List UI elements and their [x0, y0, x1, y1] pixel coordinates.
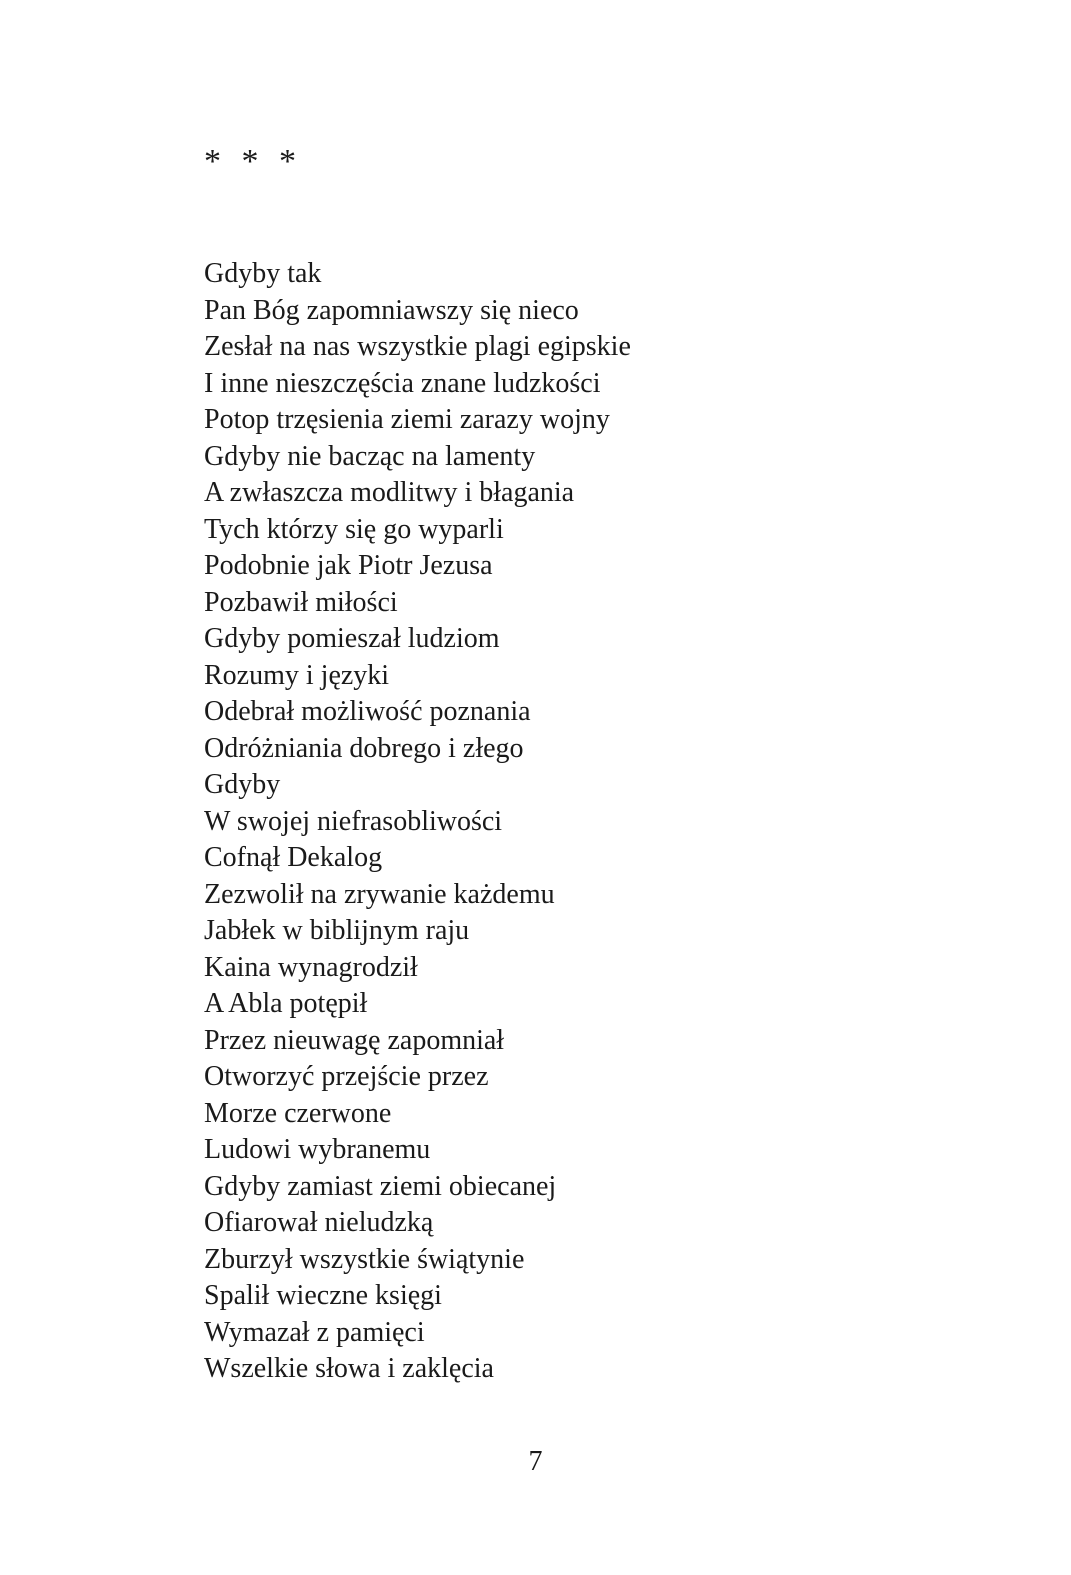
poem-line: Zburzył wszystkie świątynie [204, 1243, 525, 1275]
poem-line: Spalił wieczne księgi [204, 1280, 442, 1311]
poem-line: Gdyby [204, 769, 281, 800]
poem-line: Odróżniania dobrego i złego [204, 732, 524, 764]
poem-line: Przez nieuwagę zapomniał [204, 1024, 505, 1056]
poem-line: Wymazał z pamięci [204, 1316, 425, 1348]
poem-line: Cofnął Dekalog [204, 842, 383, 873]
poem-line: Gdyby nie bacząc na lamenty [204, 440, 536, 472]
poem-line: Rozumy i języki [204, 659, 390, 691]
poem-text [204, 256, 631, 1388]
poem-line: Zesłał na nas wszystkie plagi egipskie [204, 331, 631, 362]
section-ornament: * * * [204, 143, 302, 180]
poem-line: Gdyby pomieszał ludziom [204, 623, 500, 654]
poem-line: Podobnie jak Piotr Jezusa [204, 550, 493, 581]
poem-line: Gdyby tak [204, 258, 322, 289]
poem-line: Otworzyć przejście przez [204, 1061, 489, 1092]
poem-line: Pan Bóg zapomniawszy się nieco [204, 294, 579, 326]
poem-line: Wszelkie słowa i zaklęcia [204, 1353, 494, 1384]
poem-line: Odebrał możliwość poznania [204, 696, 531, 727]
poem-line: Potop trzęsienia ziemi zarazy wojny [204, 404, 610, 435]
poem-line: Morze czerwone [204, 1097, 392, 1129]
poem-line: Pozbawił miłości [204, 586, 398, 618]
poem-line: Kaina wynagrodził [204, 951, 418, 983]
page-number: 7 [528, 1446, 543, 1477]
poem-line: A zwłaszcza modlitwy i błagania [204, 477, 575, 508]
poem-line: Ofiarował nieludzką [204, 1207, 434, 1238]
poem-line: I inne nieszczęścia znane ludzkości [204, 367, 601, 399]
poem-line: Jabłek w biblijnym raju [204, 915, 470, 946]
poem-line: Zezwolił na zrywanie każdemu [204, 878, 555, 910]
poem-line: Tych którzy się go wyparli [204, 513, 504, 545]
poem-line: Ludowi wybranemu [204, 1134, 431, 1165]
poem-line: A Abla potępił [204, 988, 368, 1019]
poem-line: Gdyby zamiast ziemi obiecanej [204, 1170, 557, 1202]
poem-line: W swojej niefrasobliwości [204, 805, 503, 837]
